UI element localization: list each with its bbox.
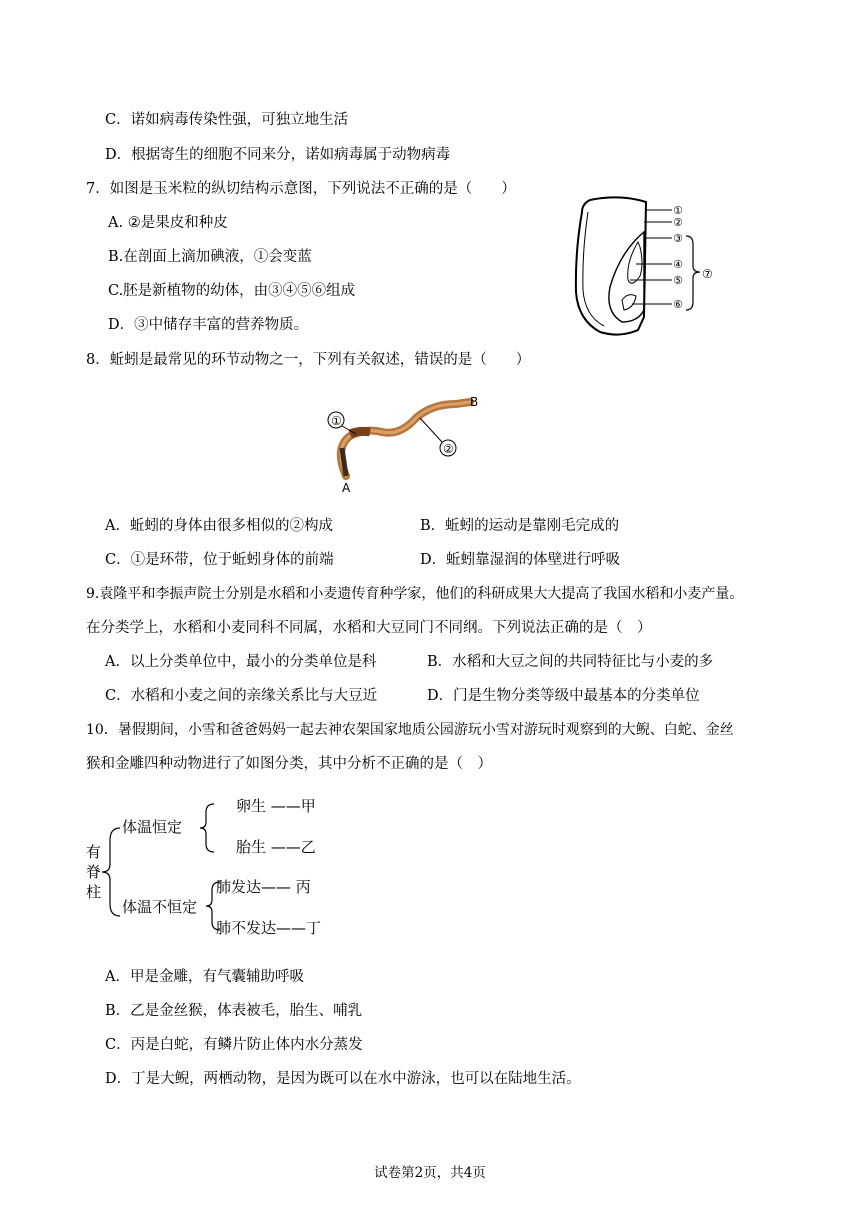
q9-stem-line-2: 在分类学上，水稻和小麦同科不同属，水稻和大豆同门不同纲。下列说法正确的是（ ） (86, 620, 652, 636)
page-footer: 试卷第2页，共4页 (374, 1165, 486, 1181)
earthworm-label-band: ① (331, 414, 342, 428)
kernel-label-7: ⑦ (702, 267, 713, 281)
q9-stem-line-1: 9.袁隆平和李振声院士分别是水稻和小麦遗传育种学家，他们的科研成果大大提高了我国水稻和小麦产量。 (86, 586, 744, 602)
earthworm-figure (320, 388, 490, 498)
earthworm-label-segment: ② (443, 442, 454, 456)
q10-option-a: A．甲是金雕，有气囊辅助呼吸 (105, 969, 304, 985)
q7-option-d: D．③中储存丰富的营养物质。 (108, 317, 309, 333)
q10-stem-line-2: 猴和金雕四种动物进行了如图分类，其中分析不正确的是（ ） (86, 756, 492, 772)
diagram-root-char-2: 脊 (86, 863, 102, 881)
classification-diagram (80, 790, 350, 950)
q9-option-d: D．门是生物分类等级中最基本的分类单位 (427, 688, 700, 704)
q7-option-b: B.在剖面上滴加碘液，①会变蓝 (108, 249, 312, 265)
earthworm-label-b: B (470, 395, 479, 409)
q7-option-a: A. ②是果皮和种皮 (108, 215, 228, 231)
q6-option-c: C．诺如病毒传染性强，可独立地生活 (105, 112, 349, 128)
q10-stem-line-1: 10．暑假期间，小雪和爸爸妈妈一起去神农架国家地质公园游玩小雪对游玩时观察到的大鲵、白蛇、金丝 (86, 722, 734, 738)
q9-option-b: B．水稻和大豆之间的共同特征比与小麦的多 (427, 654, 714, 670)
diagram-root-char-3: 柱 (86, 883, 102, 901)
diagram-branch-1: 体温恒定 (122, 818, 183, 836)
q8-option-d: D．蚯蚓靠湿润的体壁进行呼吸 (420, 552, 621, 568)
q8-option-b: B．蚯蚓的运动是靠刚毛完成的 (420, 518, 620, 534)
kernel-label-6: ⑥ (673, 298, 683, 311)
q9-option-c: C．水稻和小麦之间的亲缘关系比与大豆近 (105, 688, 378, 704)
diagram-leaf-4: 肺不发达——丁 (216, 919, 322, 937)
q7-stem: 7．如图是玉米粒的纵切结构示意图，下列说法不正确的是（ ） (86, 181, 516, 197)
kernel-label-3: ③ (673, 232, 683, 245)
diagram-branch-2: 体温不恒定 (122, 898, 198, 916)
q9-option-a: A．以上分类单位中，最小的分类单位是科 (105, 654, 377, 670)
q10-option-d: D．丁是大鲵，两栖动物，是因为既可以在水中游泳，也可以在陆地生活。 (105, 1071, 581, 1087)
corn-kernel-figure (560, 192, 730, 342)
q7-option-c: C.胚是新植物的幼体，由③④⑤⑥组成 (108, 283, 356, 299)
kernel-label-5: ⑤ (673, 274, 683, 287)
diagram-leaf-3: 肺发达—— 丙 (216, 878, 311, 896)
q8-stem: 8．蚯蚓是最常见的环节动物之一，下列有关叙述，错误的是（ ） (86, 352, 531, 368)
diagram-leaf-1: 卵生 ——甲 (236, 797, 316, 815)
kernel-label-2: ② (673, 216, 683, 229)
kernel-label-1: ① (673, 204, 683, 217)
q6-option-d: D．根据寄生的细胞不同来分，诺如病毒属于动物病毒 (105, 147, 451, 163)
diagram-root-char-1: 有 (86, 843, 102, 861)
earthworm-label-a: A (342, 481, 351, 495)
kernel-label-4: ④ (673, 258, 683, 271)
q10-option-c: C．丙是白蛇，有鳞片防止体内水分蒸发 (105, 1037, 363, 1053)
q8-option-a: A．蚯蚓的身体由很多相似的②构成 (105, 518, 333, 534)
q8-option-c: C．①是环带，位于蚯蚓身体的前端 (105, 552, 334, 568)
diagram-leaf-2: 胎生 ——乙 (236, 838, 316, 856)
q10-option-b: B．乙是金丝猴，体表被毛，胎生、哺乳 (105, 1003, 363, 1019)
